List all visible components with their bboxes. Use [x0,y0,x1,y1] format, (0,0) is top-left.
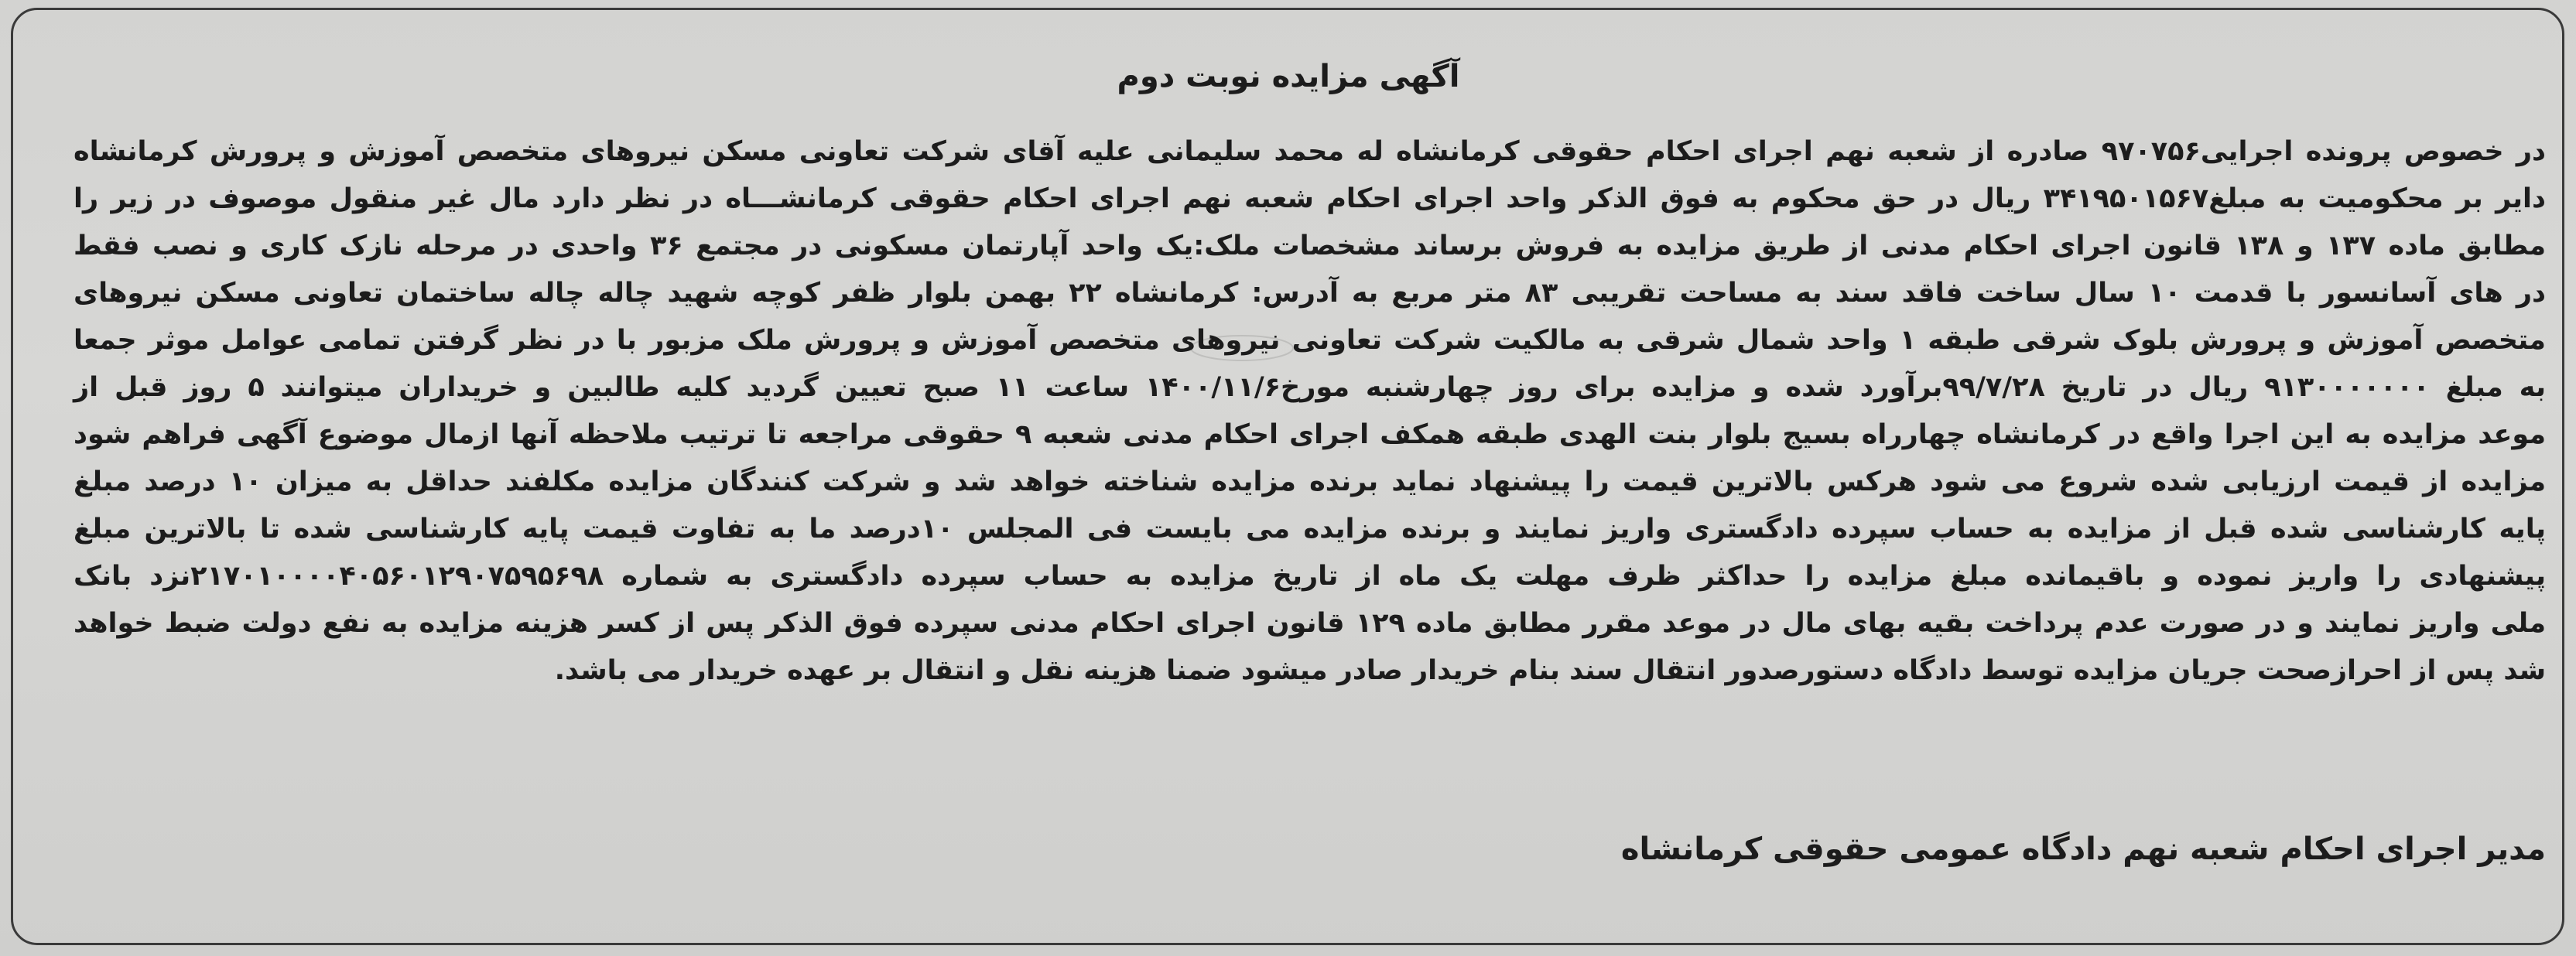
notice-line: دایر بر محکومیت به مبلغ۳۴۱۹۵۰۱۵۶۷ ریال در حق محکوم به فوق الذکر واحد اجرای احکام شعبه نهم اجرای احکام حقوقی کرمانشـــاه در نظر دارد مال غیر منقول موصوف در زیر را [74,183,2546,214]
notice-line: مطابق ماده ۱۳۷ و ۱۳۸ قانون اجرای احکام مدنی از طریق مزایده به فروش برساند مشخصات ملک:یک واحد آپارتمان مسکونی در مجتمع ۳۶ واحدی در مرحله نازک کاری و نصب فقط [74,230,2546,261]
notice-line: پیشنهادی را واریز نموده و باقیمانده مبلغ مزایده را حداکثر ظرف مهلت یک ماه از تاریخ مزایده به حساب سپرده دادگستری به شماره ۲۱۷۰۱۰۰۰۰۴۰۵۶۰۱۲۹۰۷۵۹۵۶۹۸نزد بانک [74,561,2546,592]
notice-line: مزایده از قیمت ارزیابی شده شروع می شود هرکس بالاترین قیمت را پیشنهاد نماید برنده مزایده شناخته خواهد شد و شرکت کنندگان مزایده مکلفند حداقل به میزان ۱۰ درصد مبلغ [74,466,2546,497]
notice-line: در خصوص پرونده اجرایی۹۷۰۷۵۶ صادره از شعبه نهم اجرای احکام حقوقی کرمانشاه له محمد سلیمانی علیه آقای شرکت تعاونی مسکن نیروهای متخصص آموزش و پرورش کرمانشاه [74,136,2546,167]
notice-line: متخصص آموزش و پرورش بلوک شرقی طبقه ۱ واحد شمال شرقی به مالکیت شرکت تعاونی نیروهای متخصص آموزش و پرورش ملک مزبور با در نظر گرفتن تمامی عوامل موثر جمعا [74,325,2546,356]
notice-line: ملی واریز نمایند و در صورت عدم پرداخت بقیه بهای مال در موعد مقرر مطابق ماده ۱۲۹ قانون اجرای احکام مدنی سپرده فوق الذکر پس از کسر هزینه مزایده به نفع دولت ضبط خواهد [74,608,2546,639]
notice-body [74,128,2546,695]
notice-line: شد پس از احرازصحت جریان مزایده توسط دادگاه دستورصدور انتقال سند بنام خریدار صادر میشود ضمنا هزینه نقل و انتقال بر عهده خریدار می باشد. [554,655,2546,686]
notice-signature: مدیر اجرای احکام شعبه نهم دادگاه عمومی حقوقی کرمانشاه [1620,831,2546,867]
notice-line: موعد مزایده به این اجرا واقع در کرمانشاه چهارراه بسیج بلوار بنت الهدی طبقه همکف اجرای احکام مدنی شعبه ۹ حقوقی مراجعه تا ترتیب ملاحظه آنها ازمال موضوع آگهی فراهم شود [74,419,2546,450]
notice-title: آگهی مزایده نوبت دوم [1117,59,1460,94]
notice-line: در های آسانسور با قدمت ۱۰ سال ساخت فاقد سند به مساحت تقریبی ۸۳ متر مربع به آدرس: کرمانشاه ۲۲ بهمن بلوار ظفر کوچه شهید چاله چاله ساختمان تعاونی مسکن نیروهای [74,278,2546,309]
auction-notice [31,54,2546,936]
notice-line: پایه کارشناسی شده قبل از مزایده به حساب سپرده دادگستری واریز نمایند و برنده مزایده می بایست فی المجلس ۱۰درصد ما به تفاوت قیمت پایه کارشناسی شده تا بالاترین مبلغ [74,514,2546,545]
notice-line: به مبلغ ۹۱۳۰۰۰۰۰۰۰ ریال در تاریخ ۹۹/۷/۲۸برآورد شده و مزایده برای روز چهارشنبه مورخ۱۴۰۰/۱۱/۶ ساعت ۱۱ صبح تعیین گردید کلیه طالبین و خریداران میتوانند ۵ روز قبل از [74,372,2547,403]
